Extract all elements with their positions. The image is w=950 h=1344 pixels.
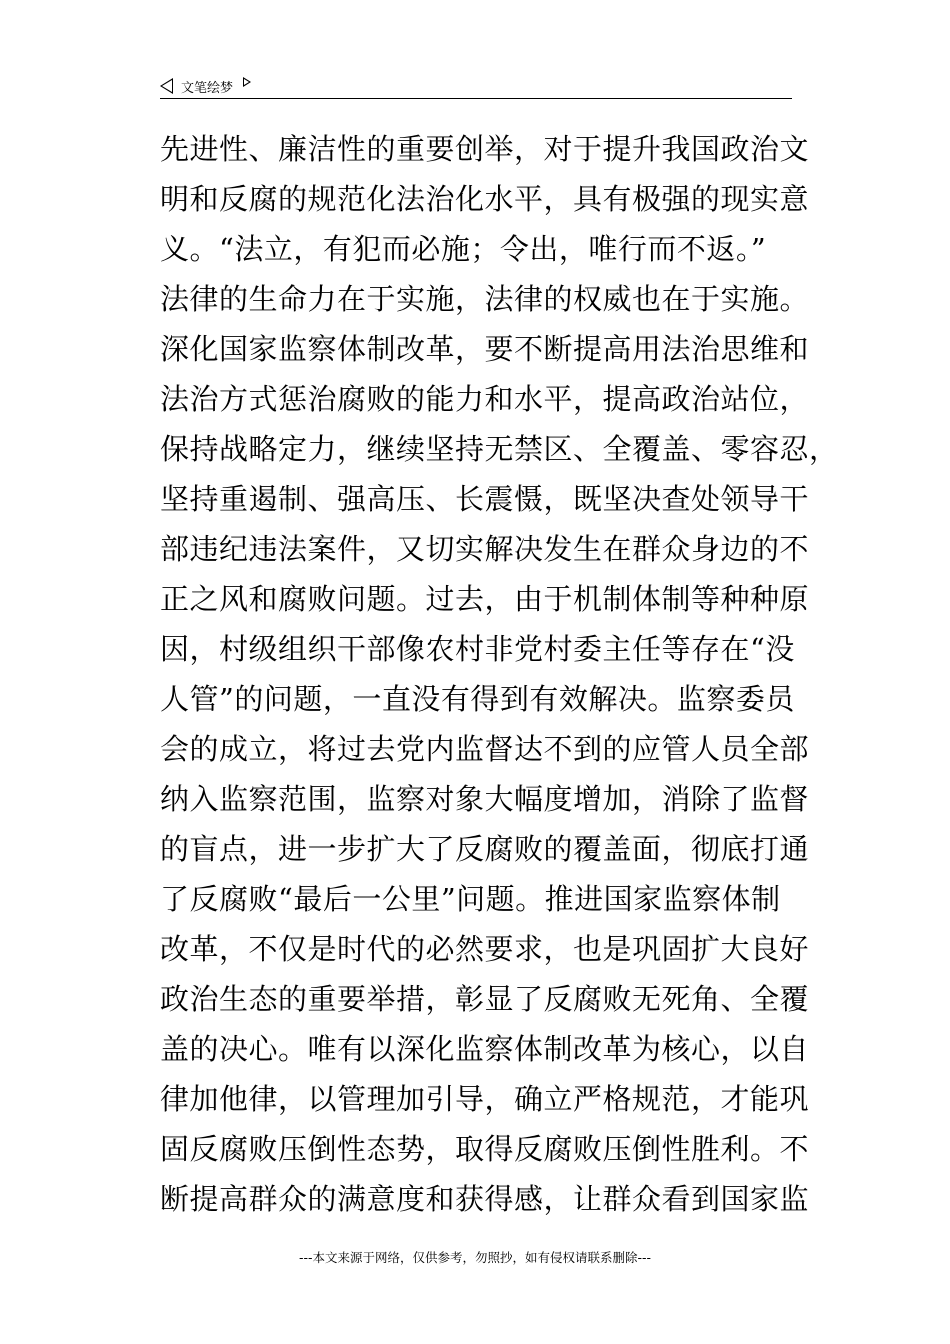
text-line: 断提高群众的满意度和获得感，让群众看到国家监	[160, 1182, 810, 1216]
text-line: 固反腐败压倒性态势，取得反腐败压倒性胜利。不	[160, 1132, 810, 1166]
text-line: 深化国家监察体制改革，要不断提高用法治思维和	[160, 332, 810, 366]
footer-disclaimer: ---本文来源于网络，仅供参考，勿照抄，如有侵权请联系删除---	[298, 1250, 652, 1265]
header-divider	[160, 98, 792, 99]
text-line: 因，村级组织干部像农村非党村委主任等存在“没	[160, 632, 795, 666]
page-header	[160, 74, 792, 98]
text-line: 部违纪违法案件，又切实解决发生在群众身边的不	[160, 532, 810, 566]
text-line: 法治方式惩治腐败的能力和水平，提高政治站位，	[160, 382, 810, 416]
text-line: 改革，不仅是时代的必然要求，也是巩固扩大良好	[160, 932, 810, 966]
triangle-right-icon	[243, 77, 251, 87]
text-line: 坚持重遏制、强高压、长震慑，既坚决查处领导干	[160, 482, 810, 516]
text-line: 正之风和腐败问题。过去，由于机制体制等种种原	[160, 582, 810, 616]
text-line: 律加他律，以管理加引导，确立严格规范，才能巩	[160, 1082, 810, 1116]
text-line: 会的成立，将过去党内监督达不到的应管人员全部	[160, 732, 810, 766]
text-line: 的盲点，进一步扩大了反腐败的覆盖面，彻底打通	[160, 832, 810, 866]
header-title: 文笔绘梦	[181, 80, 234, 96]
triangle-left-icon	[160, 78, 173, 94]
text-line: 政治生态的重要举措，彰显了反腐败无死角、全覆	[160, 982, 810, 1016]
text-line: 保持战略定力，继续坚持无禁区、全覆盖、零容忍，	[160, 432, 839, 466]
text-line: 盖的决心。唯有以深化监察体制改革为核心，以自	[160, 1032, 810, 1066]
body-text	[160, 124, 839, 1224]
text-line: 了反腐败“最后一公里”问题。推进国家监察体制	[160, 882, 781, 916]
text-line: 先进性、廉洁性的重要创举，对于提升我国政治文	[160, 132, 810, 166]
text-line: 人管”的问题，一直没有得到有效解决。监察委员	[160, 682, 795, 716]
text-line: 明和反腐的规范化法治化水平，具有极强的现实意	[160, 182, 810, 216]
text-line: 法律的生命力在于实施，法律的权威也在于实施。	[160, 282, 810, 316]
text-line: 纳入监察范围，监察对象大幅度增加，消除了监督	[160, 782, 810, 816]
text-line: 义。“法立，有犯而必施；令出，唯行而不返。”	[160, 232, 767, 266]
